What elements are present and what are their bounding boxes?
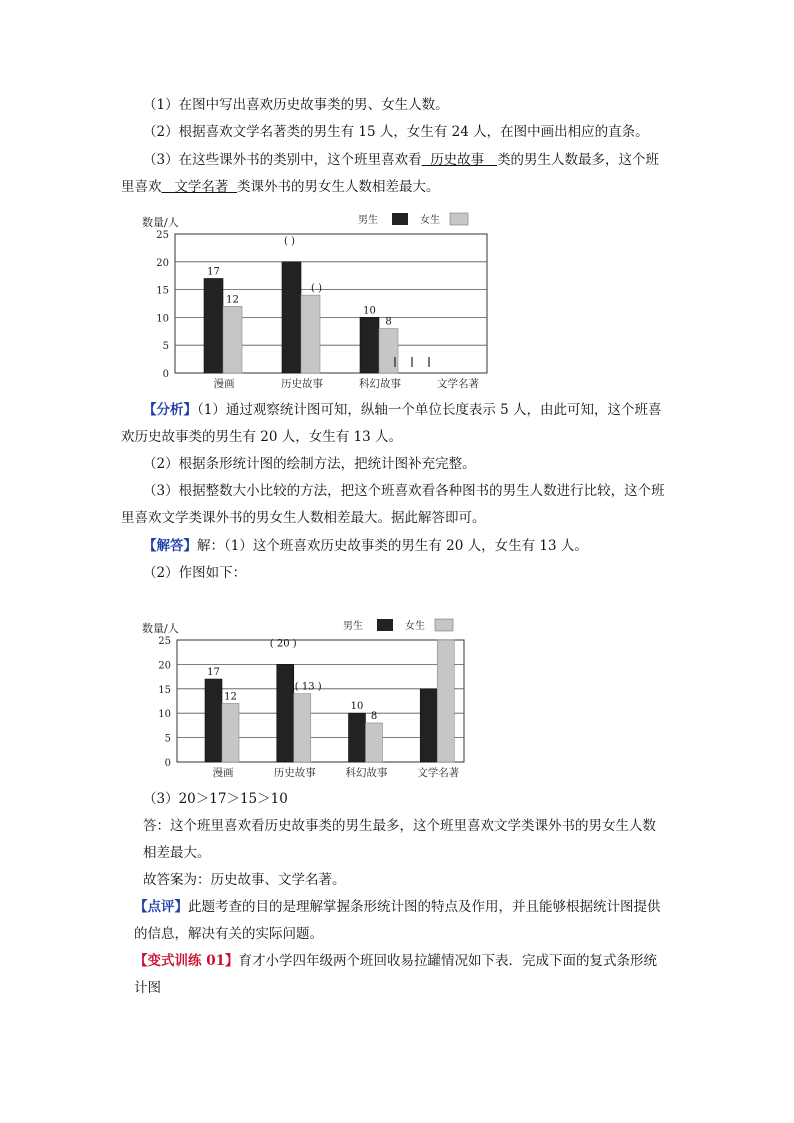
y-axis-label: 数量/人 xyxy=(142,622,179,635)
analysis-line-3: （2）根据条形统计图的绘制方法，把统计图补充完整。 xyxy=(143,456,476,472)
data-label: ( 13 ) xyxy=(294,681,322,693)
boy-bar xyxy=(360,317,379,373)
answer-line-4: 答：这个班里喜欢看历史故事类的男生最多，这个班里喜欢文学类课外书的男女生人数 xyxy=(143,818,656,834)
question-3-text-c: 里喜欢 xyxy=(121,179,162,195)
girl-bar xyxy=(223,306,242,373)
boy-bar xyxy=(205,679,222,762)
comment-line-2: 的信息，解决有关的实际问题。 xyxy=(134,926,323,942)
legend-girl-label: 女生 xyxy=(405,621,425,632)
answer-line-2: （2）作图如下： xyxy=(143,565,247,581)
y-tick-label: 0 xyxy=(162,369,169,380)
data-label: ( ) xyxy=(284,235,295,247)
answer-blank-2: 文学名著 xyxy=(174,179,229,195)
y-tick-label: 25 xyxy=(156,230,169,241)
y-tick-label: 0 xyxy=(164,758,171,769)
answer-line-6: 故答案为：历史故事、文学名著。 xyxy=(143,872,346,888)
analysis-line-4: （3）根据整数大小比较的方法，把这个班喜欢看各种图书的男生人数进行比较，这个班 xyxy=(143,483,665,499)
girl-bar xyxy=(437,640,454,762)
question-3-text-a: （3）在这些课外书的类别中，这个班里喜欢看 xyxy=(143,152,422,168)
legend-girl-swatch xyxy=(450,213,468,225)
data-label: ( ) xyxy=(311,283,322,295)
y-tick-label: 10 xyxy=(158,709,171,721)
question-3-text-d: 类课外书的男女生人数相差最大。 xyxy=(236,179,440,195)
data-label: 8 xyxy=(385,316,392,328)
answer-line-3: （3）20＞17＞15＞10 xyxy=(143,791,288,807)
x-tick-label: 科幻故事 xyxy=(359,378,401,390)
girl-bar xyxy=(366,723,383,762)
boy-bar xyxy=(204,278,223,373)
question-1: （1）在图中写出喜欢历史故事类的男、女生人数。 xyxy=(143,97,449,113)
legend-boy-swatch xyxy=(392,213,408,225)
y-tick-label: 25 xyxy=(158,636,171,647)
y-tick-label: 20 xyxy=(156,257,169,269)
bar-chart-question xyxy=(140,205,500,391)
question-2: （2）根据喜欢文学名著类的男生有 15 人，女生有 24 人，在图中画出相应的直条。 xyxy=(143,124,649,140)
legend-boy-label: 男生 xyxy=(358,215,378,226)
answer-blank-1: 历史故事 xyxy=(430,152,485,168)
data-label: 10 xyxy=(350,701,364,713)
analysis-line-1: 【分析】（1）通过观察统计图可知，纵轴一个单位长度表示 5 人，由此可知，这个班喜 xyxy=(143,402,662,418)
data-label: 10 xyxy=(363,305,376,317)
answer-line-5: 相差最大。 xyxy=(143,845,211,861)
y-tick-label: 20 xyxy=(158,660,171,672)
question-3-line-2 xyxy=(121,178,439,196)
variant-line-2: 计图 xyxy=(134,980,161,996)
data-label: 17 xyxy=(207,266,220,278)
legend-boy-swatch xyxy=(377,619,393,631)
boy-bar xyxy=(277,664,294,762)
analysis-line-5: 里喜欢文学类课外书的男女生人数相差最大。据此解答即可。 xyxy=(121,510,486,526)
data-label: ( 20 ) xyxy=(269,638,297,650)
x-tick-label: 文学名著 xyxy=(417,767,460,779)
girl-bar xyxy=(294,694,311,762)
boy-bar xyxy=(420,689,437,762)
y-axis-label: 数量/人 xyxy=(142,216,179,229)
variant-line-1: 【变式训练 01】育才小学四年级两个班回收易拉罐情况如下表．完成下面的复式条形统 xyxy=(134,953,657,969)
girl-bar xyxy=(301,295,320,373)
legend-girl-label: 女生 xyxy=(420,215,440,226)
legend-girl-swatch xyxy=(435,619,453,631)
y-tick-label: 15 xyxy=(156,285,169,297)
girl-bar xyxy=(222,703,239,762)
analysis-line-2: 欢历史故事类的男生有 20 人，女生有 13 人。 xyxy=(121,429,403,445)
x-tick-label: 科幻故事 xyxy=(345,767,388,779)
variant-tag: 【变式训练 01】 xyxy=(134,953,239,969)
boy-bar xyxy=(349,713,366,762)
y-tick-label: 15 xyxy=(158,684,171,696)
y-tick-label: 5 xyxy=(164,733,171,745)
x-tick-label: 历史故事 xyxy=(273,767,316,779)
x-tick-label: 历史故事 xyxy=(281,378,323,390)
legend-boy-label: 男生 xyxy=(343,621,363,632)
x-tick-label: 文学名著 xyxy=(437,378,479,390)
boy-bar xyxy=(282,262,301,373)
data-label: 12 xyxy=(226,294,239,306)
answer-tag: 【解答】 xyxy=(143,538,197,554)
question-3-text-b: 类的男生人数最多，这个班 xyxy=(497,152,660,168)
answer-line-1: 【解答】解：（1）这个班喜欢历史故事类的男生有 20 人，女生有 13 人。 xyxy=(143,538,588,554)
y-tick-label: 10 xyxy=(156,313,169,325)
question-3-line-1 xyxy=(143,151,659,169)
analysis-tag: 【分析】 xyxy=(143,402,197,418)
data-label: 17 xyxy=(207,667,220,679)
y-tick-label: 5 xyxy=(162,341,169,353)
x-tick-label: 漫画 xyxy=(213,378,235,390)
bar-chart-answer xyxy=(140,605,485,785)
comment-tag: 【点评】 xyxy=(134,899,188,915)
comment-line-1: 【点评】此题考查的目的是理解掌握条形统计图的特点及作用，并且能够根据统计图提供 xyxy=(134,899,661,915)
x-tick-label: 漫画 xyxy=(212,767,234,779)
data-label: 8 xyxy=(370,710,378,722)
data-label: 12 xyxy=(224,691,237,703)
